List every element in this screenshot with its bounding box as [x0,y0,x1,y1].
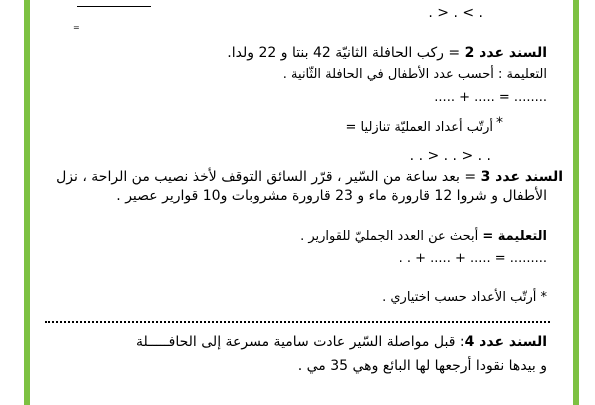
support-3-equation: ......... = ..... + ..... + . . [398,251,547,266]
support-3-text: = بعد ساعة من السّير ، قرّر السائق التوقف لأخذ نصيب من الراحة ، نزل [56,169,481,185]
support-3-statement-continued: الأطفال و شروا 12 قارورة ماء و 23 قارورة مشروبات و10 قوارير عصير . [116,188,547,204]
support-2-statement [227,44,547,62]
support-3-instruction [300,229,547,245]
support-2-text: = ركب الحافلة الثانيّة 42 بنتا و 22 ولدا. [227,45,465,61]
support-2-label: السند عدد 2 [464,45,547,61]
page-border-left [24,0,30,405]
support-4-text: : قبل مواصلة السّير عادت سامية مسرعة إلى الحافـــــلة [136,334,465,350]
support-2-equation: ........ = ..... + ..... [434,90,547,105]
comparison-answer-line: . > . < . [428,5,483,21]
support-3-instruction-text: أبحث عن العدد الجمليّ للقوارير . [300,229,483,244]
support-3-statement [56,168,563,186]
support-4-statement [136,333,547,351]
support-2-order-answer: . . < . . < . . [409,148,491,164]
support-4-label: السند عدد 4 [464,334,547,350]
top-answer-line [77,6,151,7]
asterisk-bullet: * [496,115,503,131]
stray-equals-mark: = [73,23,80,32]
support-2-instruction: التعليمة : أحسب عدد الأطفال في الحافلة الثّانية . [282,67,547,82]
support-2-order-instruction: أرتّب أعداد العمليّة تنازليا = [345,120,493,135]
support-3-label: السند عدد 3 [480,169,563,185]
dotted-answer-line [45,321,550,323]
support-3-instruction-label: التعليمة = [482,229,547,244]
support-3-order-instruction: * أرتّب الأعداد حسب اختياري . [382,290,547,305]
page-border-right [573,0,579,405]
support-4-statement-continued: و بيدها نقودا أرجعها لها البائع وهي 35 مي . [297,358,547,374]
